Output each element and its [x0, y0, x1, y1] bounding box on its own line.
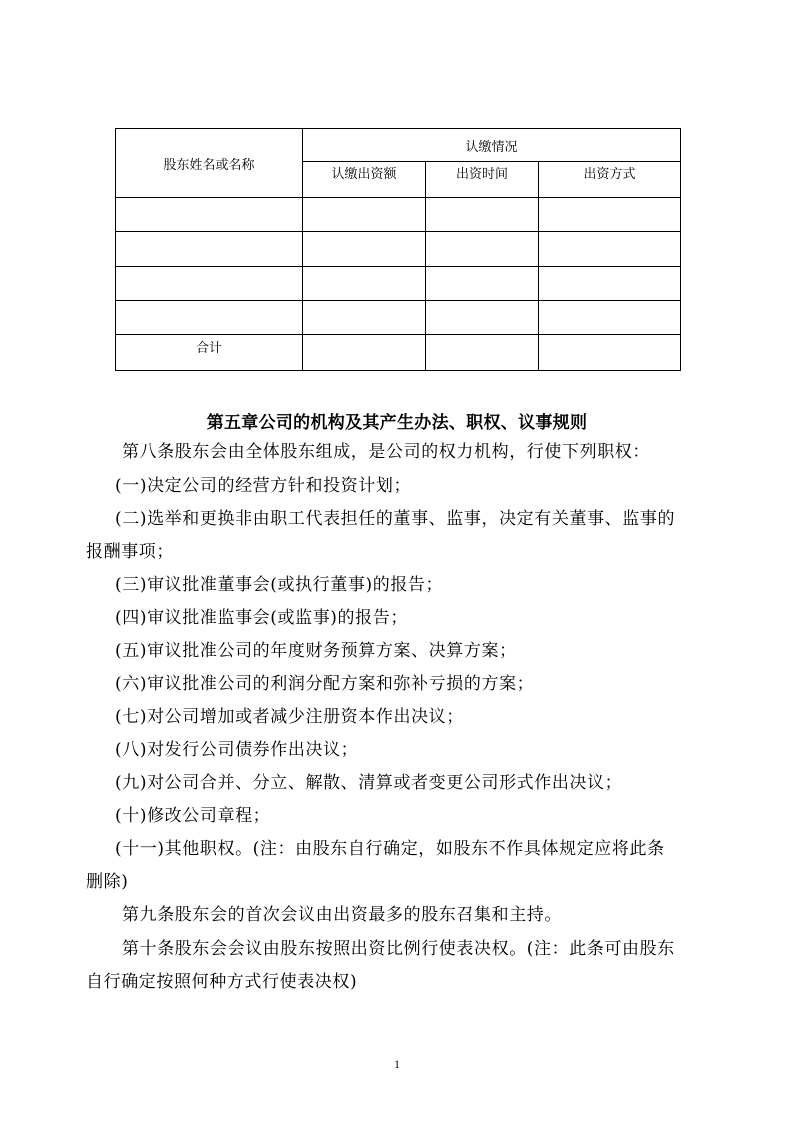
table-cell — [539, 334, 681, 370]
page-number: 1 — [394, 1057, 400, 1071]
table-row — [116, 198, 681, 232]
table-row — [116, 266, 681, 300]
shareholder-contribution-table — [115, 128, 681, 371]
table-cell — [303, 198, 426, 232]
article-8-item-8: (八)对发行公司债券作出决议； — [115, 740, 359, 760]
table-cell — [426, 198, 539, 232]
table-cell — [303, 232, 426, 266]
table-cell — [116, 198, 303, 232]
table-cell — [539, 300, 681, 334]
article-8-item-7: (七)对公司增加或者减少注册资本作出决议； — [115, 707, 464, 727]
article-10-cont: 自行确定按照何种方式行使表决权) — [86, 972, 358, 992]
article-8-item-6: (六)审议批准公司的利润分配方案和弥补亏损的方案； — [115, 674, 535, 694]
table-row — [116, 300, 681, 334]
article-9: 第九条股东会的首次会议由出资最多的股东召集和主持。 — [122, 905, 562, 925]
table-cell — [303, 266, 426, 300]
article-8-item-3: (三)审议批准董事会(或执行董事)的报告； — [115, 575, 444, 595]
article-8-item-2: (二)选举和更换非由职工代表担任的董事、监事，决定有关董事、监事的 — [115, 509, 676, 529]
table-cell — [539, 232, 681, 266]
header-contribution-method: 出资方式 — [539, 162, 681, 198]
article-8-item-5: (五)审议批准公司的年度财务预算方案、决算方案； — [115, 641, 517, 661]
table-cell — [303, 334, 426, 370]
chapter-heading: 第五章公司的机构及其产生办法、职权、议事规则 — [206, 413, 588, 433]
article-8-item-11: (十一)其他职权。(注：由股东自行确定，如股东不作具体规定应将此条 — [115, 839, 665, 859]
table-cell — [539, 198, 681, 232]
header-shareholder-name: 股东姓名或名称 — [116, 129, 303, 198]
header-contribution-time: 出资时间 — [426, 162, 539, 198]
header-subscribed-amount: 认缴出资额 — [303, 162, 426, 198]
table-cell — [426, 266, 539, 300]
article-8-item-11-cont: 删除) — [86, 872, 129, 892]
article-8-item-4: (四)审议批准监事会(或监事)的报告； — [115, 608, 408, 628]
table-cell — [426, 334, 539, 370]
table-cell — [426, 300, 539, 334]
table-cell — [303, 300, 426, 334]
table-cell — [426, 232, 539, 266]
table-cell — [116, 266, 303, 300]
article-8-item-2-cont: 报酬事项； — [86, 542, 174, 562]
table-cell — [539, 266, 681, 300]
table-total-row — [116, 334, 681, 370]
table-row — [116, 232, 681, 266]
article-8-item-9: (九)对公司合并、分立、解散、清算或者变更公司形式作出决议； — [115, 773, 623, 793]
article-10: 第十条股东会会议由股东按照出资比例行使表决权。(注：此条可由股东 — [122, 939, 675, 959]
header-subscription: 认缴情况 — [303, 129, 681, 162]
article-8-intro: 第八条股东会由全体股东组成，是公司的权力机构，行使下列职权： — [122, 442, 650, 462]
article-8-item-10: (十)修改公司章程； — [115, 806, 271, 826]
table-cell — [116, 300, 303, 334]
article-8-item-1: (一)决定公司的经营方针和投资计划； — [115, 476, 412, 496]
total-label: 合计 — [116, 334, 303, 370]
table-cell — [116, 232, 303, 266]
